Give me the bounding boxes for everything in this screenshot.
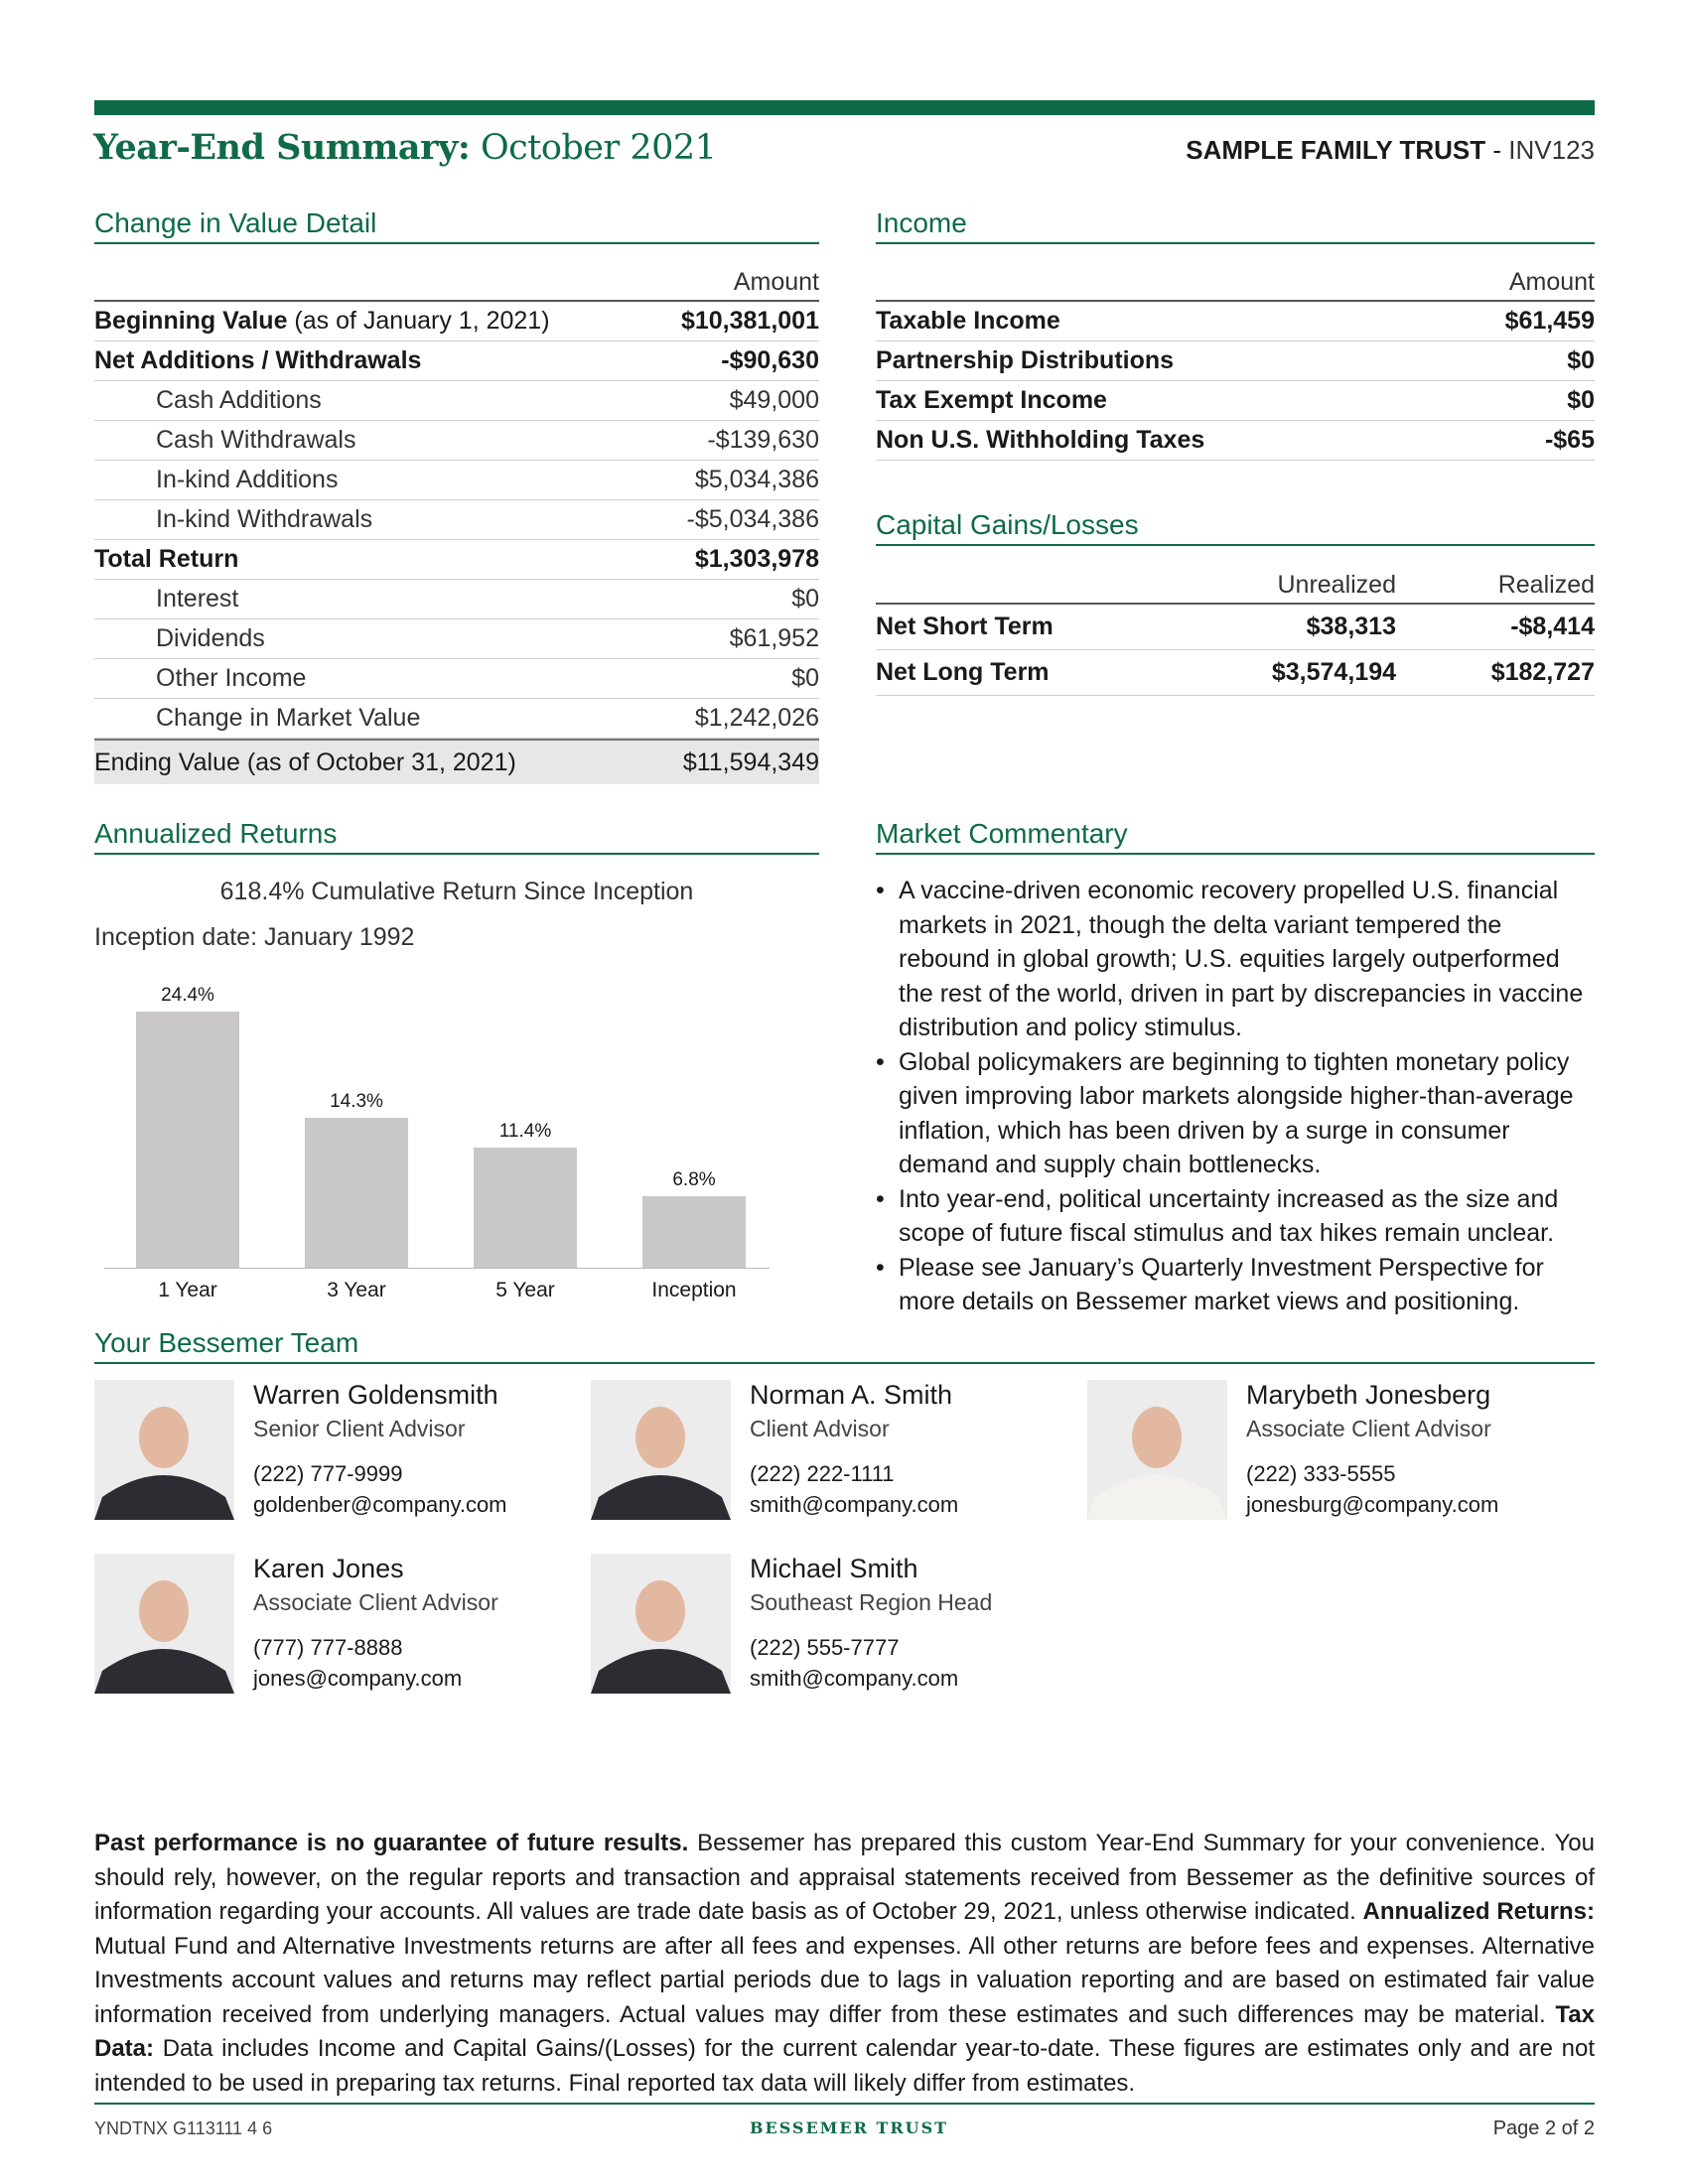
change-in-value-table [94,266,819,784]
row-label-text: Beginning Value [94,307,288,335]
commentary-bullet: • Please see January’s Quarterly Investment Perspective for more details on Bessemer market views and positioning. [876,1251,1591,1319]
unrealized-value: $3,574,194 [1271,658,1396,686]
account-label [1186,135,1595,166]
row-label: Non U.S. Withholding Taxes [876,426,1205,454]
row-label [94,505,372,534]
row-label-text: Ending Value [94,748,240,776]
team-member-name: Karen Jones [253,1554,404,1583]
chart-data-label: 14.3% [330,1090,383,1112]
row-label [94,307,550,336]
team-member-name: Michael Smith [750,1554,918,1583]
chart-data-label: 6.8% [672,1169,716,1191]
disclaimer-bold-1: Past performance is no guarantee of future results. [94,1830,689,1856]
row-value: $0 [791,664,819,692]
team-member-email[interactable]: jonesburg@company.com [1246,1492,1499,1517]
row-value: $10,381,001 [680,307,819,335]
team-heading: Your Bessemer Team [94,1327,1595,1364]
row-label [94,545,238,574]
change-in-value-amount-header [94,266,819,302]
chart-category-label: 3 Year [327,1279,386,1301]
footer-rule [94,2103,1595,2105]
cumulative-return-text: 618.4% Cumulative Return Since Inception [219,878,694,905]
unrealized-value: $38,313 [1306,613,1396,640]
disclaimer-text-2: Mutual Fund and Alternative Investments returns are after all fees and expenses. All other returns are before fees and expenses. Alternative Investments account values and returns may reflect partial periods due to lags in valuation reporting and are based on estimated fair value information received from underlying managers. Actual values may differ from these estimates and such differences may be material. [94,1932,1595,2028]
row-value: $61,459 [1504,307,1595,335]
income-row [876,341,1595,381]
team-member-phone: (222) 222-1111 [750,1461,895,1486]
chart-data-label: 11.4% [498,1121,552,1143]
row-label [94,346,421,375]
account-id: INV123 [1508,135,1595,165]
row-label [94,749,516,777]
row-value: $0 [791,585,819,613]
change-in-value-row [94,500,819,540]
row-label-text: Change in Market Value [156,704,421,732]
change-in-value-row [94,461,819,500]
commentary-bullet: • A vaccine-driven economic recovery propelled U.S. financial markets in 2021, though the delta variant tempered the rebound in global growth; U.S. equities largely outperformed the rest of the world, driven in part by discrepancies in vaccine distribution and policy stimulus. [876,874,1591,1045]
market-commentary-heading: Market Commentary [876,818,1595,855]
row-value: -$5,034,386 [686,505,819,533]
change-in-value-row [94,302,819,341]
realized-value: -$8,414 [1510,613,1595,640]
team-member-photo [94,1554,234,1694]
capital-gains-row [876,650,1595,696]
annualized-returns-heading: Annualized Returns [94,818,819,855]
team-member-email[interactable]: goldenber@company.com [253,1492,507,1517]
change-in-value-row [94,381,819,421]
income-row [876,302,1595,341]
row-values [1197,613,1595,641]
capital-gains-heading: Capital Gains/Losses [876,509,1595,546]
row-value: -$90,630 [721,346,819,374]
chart-data-label: 24.4% [161,985,214,1006]
team-member-phone: (777) 777-8888 [253,1635,403,1660]
change-in-value-heading: Change in Value Detail [94,207,819,244]
annualized-returns-chart [94,978,779,1315]
footer-code: YNDTNX G113111 4 6 [94,2118,273,2138]
team-member-info [253,1554,498,1697]
change-in-value-row [94,699,819,739]
team-member-card [591,1380,1067,1519]
income-heading: Income [876,207,1595,244]
row-value: $61,952 [729,624,819,652]
realized-header: Realized [1497,571,1595,599]
row-label: Tax Exempt Income [876,386,1107,414]
account-separator: - [1485,135,1509,165]
change-in-value-row [94,421,819,461]
row-label [94,466,338,494]
team-member-card [1087,1380,1564,1519]
capital-gains-row [876,605,1595,650]
row-label [94,585,238,614]
team-member-photo [591,1554,731,1694]
chart-bar [305,1118,408,1268]
change-in-value-row [94,580,819,619]
amount-header: Amount [733,268,819,296]
team-member-info [750,1380,958,1523]
change-in-value-row [94,341,819,381]
account-name: SAMPLE FAMILY TRUST [1186,135,1486,165]
row-label-note: (as of October 31, 2021) [239,748,516,776]
team-member-email[interactable]: smith@company.com [750,1666,959,1691]
team-member-phone: (222) 333-5555 [1246,1461,1396,1486]
chart-bar [136,1012,239,1268]
page-title [93,127,716,168]
row-label-text: Net Additions / Withdrawals [94,346,422,374]
row-label [94,664,306,693]
income-table [876,266,1595,461]
row-value: $1,303,978 [694,545,819,573]
income-amount-header [876,266,1595,302]
row-label-text: Cash Withdrawals [156,426,356,454]
row-values [1197,658,1595,687]
team-member-photo [591,1380,731,1520]
row-value: -$65 [1544,426,1595,454]
row-label-text: Dividends [156,624,265,652]
chart-bar [642,1196,746,1268]
team-member-card [94,1554,571,1693]
team-member-name: Warren Goldensmith [253,1380,498,1410]
row-value: $0 [1567,386,1595,414]
team-member-role: Senior Client Advisor [253,1416,466,1441]
disclaimer-text-3: Data includes Income and Capital Gains/(Losses) for the current calendar year-to-date. These figures are estimates only and are not intended to be used in preparing tax returns. Final reported tax data will likely differ from estimates. [94,2035,1595,2097]
capital-gains-table [876,569,1595,696]
page-number: Page 2 of 2 [1492,2117,1595,2139]
chart-category-label: 1 Year [158,1279,217,1301]
row-label: Net Long Term [876,658,1050,686]
row-label [94,704,420,733]
income-row [876,381,1595,421]
team-member-email[interactable]: jones@company.com [253,1666,463,1691]
disclaimer [94,1827,1595,2101]
row-label-text: In-kind Withdrawals [156,505,373,533]
disclaimer-bold-3: Tax Data: [94,2000,1595,2062]
row-label-note: (as of January 1, 2021) [287,307,550,335]
unrealized-header: Unrealized [1277,571,1396,599]
team-member-role: Client Advisor [750,1416,890,1441]
team-member-photo [1087,1380,1227,1520]
row-value: -$139,630 [707,426,819,454]
chart-category-label: Inception [651,1279,737,1301]
amount-header: Amount [1508,268,1595,296]
team-member-phone: (222) 555-7777 [750,1635,900,1660]
team-member-role: Southeast Region Head [750,1589,993,1615]
footer-brand: BESSEMER TRUST [750,2118,949,2137]
row-value: $5,034,386 [694,466,819,493]
capital-gains-header [876,569,1595,605]
row-label-text: Other Income [156,664,307,692]
row-value: $0 [1567,346,1595,374]
row-value: $49,000 [729,386,819,414]
team-member-photo [94,1380,234,1520]
disclaimer-text-1: Bessemer has prepared this custom Year-End Summary for your convenience. You should rely, however, on the regular reports and transaction and appraisal statements received from Bessemer as the definitive sources of information regarding your accounts. All values are trade date basis as of October 29, 2021, unless otherwise indicated. [94,1830,1595,1925]
row-label-text: Interest [156,585,239,613]
row-label [94,624,265,653]
row-value: $11,594,349 [682,748,819,776]
team-member-card [94,1380,571,1519]
team-member-name: Marybeth Jonesberg [1246,1380,1491,1410]
row-label: Net Short Term [876,613,1054,640]
chart-category-label: 5 Year [495,1279,555,1301]
team-member-role: Associate Client Advisor [253,1589,498,1615]
row-label [94,426,355,455]
team-member-name: Norman A. Smith [750,1380,953,1410]
commentary-bullet: • Into year-end, political uncertainty increased as the size and scope of future fiscal stimulus and tax hikes remain unclear. [876,1182,1591,1251]
market-commentary-list [876,874,1591,1319]
inception-date-text: Inception date: January 1992 [94,923,415,951]
chart-bar [474,1148,577,1268]
row-value: $1,242,026 [694,704,819,732]
row-label-text: Cash Additions [156,386,322,414]
commentary-bullet: • Global policymakers are beginning to tighten monetary policy given improving labor markets alongside higher-than-average inflation, which has been driven by a surge in consumer demand and supply chain bottlenecks. [876,1045,1591,1182]
disclaimer-bold-2: Annualized Returns: [1362,1898,1595,1925]
row-label: Partnership Distributions [876,346,1175,374]
row-label [94,386,322,415]
team-member-info [750,1554,992,1697]
chart-baseline [104,1268,770,1269]
page-title-bold: Year-End Summary: [93,127,471,168]
change-in-value-row [94,739,819,784]
change-in-value-row [94,540,819,580]
team-member-phone: (222) 777-9999 [253,1461,403,1486]
row-label-text: In-kind Additions [156,466,339,493]
top-accent-bar [94,100,1595,115]
row-label-text: Total Return [94,545,239,573]
team-member-role: Associate Client Advisor [1246,1416,1491,1441]
team-member-info [1246,1380,1498,1523]
change-in-value-row [94,659,819,699]
team-member-email[interactable]: smith@company.com [750,1492,959,1517]
change-in-value-row [94,619,819,659]
page-title-month: October 2021 [480,128,717,168]
team-member-card [591,1554,1067,1693]
team-member-info [253,1380,507,1523]
income-row [876,421,1595,461]
row-label: Taxable Income [876,307,1060,335]
realized-value: $182,727 [1490,658,1595,686]
